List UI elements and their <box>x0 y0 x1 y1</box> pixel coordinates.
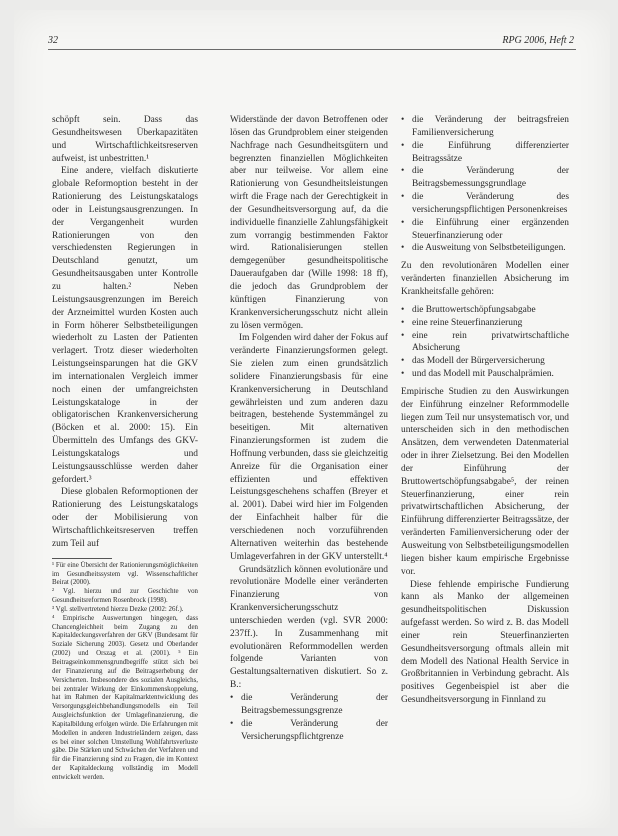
paragraph: Grundsätzlich können evolutionäre und revolutionäre Modelle einer veränderten Finanzierung von Krankenversicherungsschutz unterschieden werden (vgl. SVR 2000: 237ff.). In Zusammenhang mit evolutionären Reformmodellen werden folgende Varianten von Gestaltungsalternativen diskutiert. So z. B.: <box>230 564 388 691</box>
paragraph: schöpft sein. Dass das Gesundheitswesen Überkapazitäten und Wirtschaftlichkeitsreserven aufweist, ist unbestritten.¹ <box>52 115 198 164</box>
column-3 <box>401 114 569 707</box>
paragraph: Widerstände der davon Betroffenen oder lösen das Grundproblem einer steigenden Nachfrage nach Gesundheitsgütern und begrenzten finanziellen Möglichkeiten aber nur teilweise. Vor allem eine Rationierung von Gesundheitsleistungen wirft die Frage nach der Gerechtigkeit in der Gesundheitsversorgung auf, da die individuelle finanzielle Zahlungsfähigkeit zum vorrangig bestimmenden Faktor wird. Rationalisierungen stellen demgegenüber gesundheitspolitische Daueraufgaben dar (Wille 1998: 18 ff), die jedoch das Grundproblem der künftigen Finanzierung von Krankenversicherungsschutz nicht allein zu lösen vermögen. <box>230 115 388 331</box>
list-item: • die Veränderung der Versicherungspflichtgrenze <box>230 718 388 744</box>
paragraph: Diese fehlende empirische Fundierung kann als Manko der allgemeinen gesundheitspolitischen Diskussion aufgefasst werden. So wird z. B. das Modell einer rein Steuerfinanzierten Gesundheitsversorgung oftmals allein mit dem Modell des National Health Service in Großbritannien in Verbindung gebracht. Als positives Gegenbeispiel ist aber die Gesundheitsversorgung in Finnland zu <box>401 579 569 706</box>
paragraph: Diese globalen Reformoptionen der Rationierung des Leistungskatalogs oder der Mobilisierung von Wirtschaftlichkeitsreserven treffen zum Teil auf <box>52 487 198 549</box>
list-item: • die Veränderung des versicherungspflichtigen Personenkreises <box>401 191 569 217</box>
paragraph: Zu den revolutionären Modellen einer veränderten finanziellen Absicherung im Krankheitsfalle gehören: <box>401 261 569 297</box>
list-item: • eine reine Steuerfinanzierung <box>401 317 569 330</box>
footnote: ³ Vgl. stellvertretend hierzu Dezke (2002: 26f.). <box>52 605 184 613</box>
bullet-list <box>230 692 388 743</box>
bullet-list <box>401 114 569 255</box>
column-1 <box>52 114 198 783</box>
list-item: • und das Modell mit Pauschalprämien. <box>401 368 569 381</box>
list-item: • die Einführung einer ergänzenden Steuerfinanzierung oder <box>401 217 569 243</box>
journal-issue: RPG 2006, Heft 2 <box>502 35 574 46</box>
list-item: • eine rein privatwirtschaftliche Absicherung <box>401 330 569 356</box>
journal-page <box>14 10 610 828</box>
footnote-rule <box>52 558 112 559</box>
paragraph: Eine andere, vielfach diskutierte globale Reformoption besteht in der Rationierung des Leistungskatalogs oder in Leistungsausgrenzungen. In der Vergangenheit wurden Rationierungen von den verschiedensten Regierungen in Deutschland genutzt, um Gesundheitsausgaben unter Kontrolle zu halten.² Neben Leistungsausgrenzungen im Bereich der Arzneimittel wurden Kosten auch in Form höherer Selbstbeteiligungen wiederholt zu Lasten der Patienten verlagert. Trotz dieser wiederholten Leistungseinsparungen hat die GKV im internationalen Vergleich immer noch einen der umfangreichsten Leistungskataloge in der obligatorischen Krankenversicherung (Böcken et al. 2000: 15). Ein Übermitteln des Umfangs des GKV-Leistungskatalogs und Leistungsausschlüsse werden daher gefordert.³ <box>52 166 198 485</box>
paragraph: Im Folgenden wird daher der Fokus auf veränderte Finanzierungsformen gelegt. Sie zielen zum einen grundsätzlich solidere Finanzierungsbasis für eine Krankenversicherung in Deutschland gewährleisten und zum anderen dazu beitragen, bestehende Systemmängel zu beseitigen. Mit alternativen Finanzierungsformen ist zudem die Hoffnung verbunden, dass sie gleichzeitig Anreize für die Organisation einer effizienten und effektiven Leistungsgeschehens schaffen (Breyer et al. 2001). Dabei wird hier im Folgenden der Einfachheit halber für die verschiedenen noch vorzuführenden Alternativen weiterhin das bestehende Umlageverfahren in der GKV unterstellt.⁴ <box>230 333 388 562</box>
footnotes <box>52 562 198 783</box>
list-item: • die Veränderung der Beitragsbemessungsgrundlage <box>401 165 569 191</box>
list-item: • die Einführung differenzierter Beitragssätze <box>401 140 569 166</box>
list-item: • das Modell der Bürgerversicherung <box>401 355 569 368</box>
header-rule <box>48 49 576 50</box>
footnote: ¹ Für eine Übersicht der Rationierungsmöglichkeiten im Gesundheitssystem vgl. Wissenschaftlicher Beirat (2000). <box>52 561 198 587</box>
list-item: • die Veränderung der Beitragsbemessungsgrenze <box>230 692 388 718</box>
list-item: • die Bruttowertschöpfungsabgabe <box>401 304 569 317</box>
list-item: • die Ausweitung von Selbstbeteiligungen. <box>401 242 569 255</box>
column-2 <box>230 114 388 743</box>
footnote: ² Vgl. hierzu und zur Geschichte von Gesundheitsreformen Rosenbrock (1998). <box>52 588 198 605</box>
bullet-list <box>401 304 569 381</box>
page-number: 32 <box>48 35 58 46</box>
list-item: • die Veränderung der beitragsfreien Familienversicherung <box>401 114 569 140</box>
paragraph: Empirische Studien zu den Auswirkungen der Einführung einzelner Reformmodelle liegen zum Teil nur unsystematisch vor, und unterscheiden sich in den methodischen Ansätzen, dem verwendeten Datenmaterial oder in ihrer Zielsetzung. Bei den Modellen der Einführung der Bruttowertschöpfungsabgabe⁵, der reinen Steuerfinanzierung, einer rein privatwirtschaftlichen Absicherung, der Einführung differenzierter Beitragssätze, der veränderten Familienversicherung oder der Ausweitung von Selbstbeteiligungsmodellen liegen bisher kaum empirische Ergebnisse vor. <box>401 386 569 577</box>
footnote: ⁴ Empirische Auswertungen hingegen, dass Chancengleichheit beim Zugang zu den Kapitaldeckungsverfahren der GKV (Bundesamt für Soziale Sicherung 2003). Gesetz und Oberlander (2002) und Orszag et al. (2001). ⁵ Ein Beitragseinkommensgrundbegriffe stützt sich bei der Finanzierung auf die Beitragserhebung der Versicherten. Insbesondere des sozialen Ausgleichs, bei zentraler Wirkung der Einkommenskoppelung, hat im Rahmen der Kapitalmarktentwicklung des Versorgungsgleichbehandlungsmodells ein Teil Ausgleichsfunktion der Umlagefinanzierung, die Kapitalbildung erfolgen würde. Die Erfahrungen mit Modellen in anderen Industrieländern zeigen, dass es bei einer solchen Umstellung Wohlfahrtsverluste gäbe. Die Stärken und Schwächen der Verfahren und für die Finanzierung sind zu Fragen, die im Kontext der Kapitaldeckung vollständig im Modell entwickelt werden. <box>52 614 198 781</box>
